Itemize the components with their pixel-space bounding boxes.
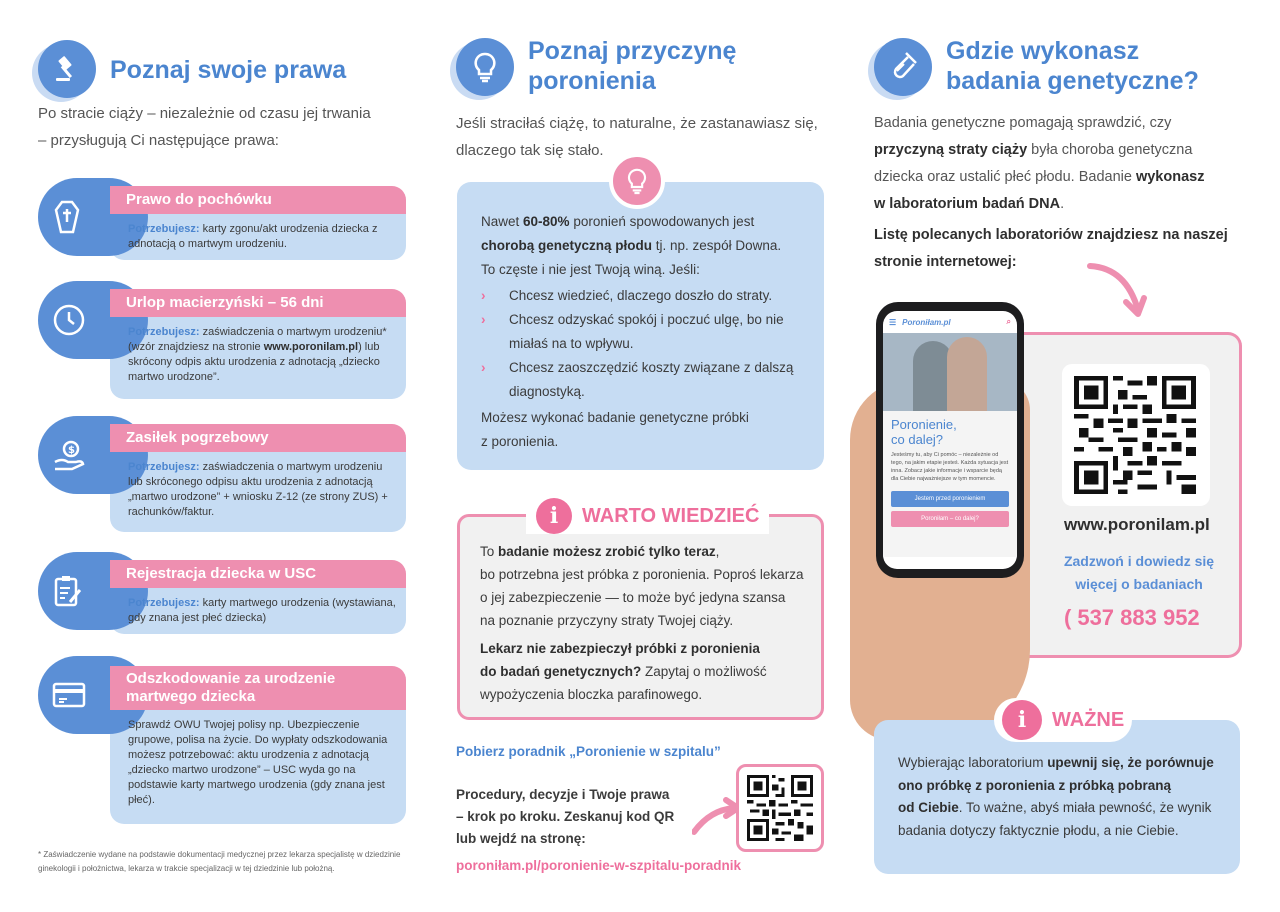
right-text: Potrzebujesz: karty zgonu/akt urodzenia dziecka z adnotacją o martwym urodzeniu. [128,223,378,250]
right-text: Potrzebujesz: karty martwego urodzenia (wystawiana, gdy znana jest płeć dziecka) [128,597,396,624]
guide-link[interactable]: poroniłam.pl/poronienie-w-szpitalu-poradnik [456,858,742,873]
chevron-right-icon: › [481,288,486,303]
phone-mockup [876,302,1024,578]
phone-number[interactable]: ( 537 883 952 [1064,605,1200,630]
chevron-right-icon: › [481,312,486,327]
svg-text:$: $ [68,445,75,456]
important-text: Wybierając laboratorium upewnij się, że porównuje ono próbkę z poronienia z próbką pobraną od Ciebie. To ważne, abyś miała pewność, że wynik badania dotyczy faktycznie płodu, a nie Ciebie. [898,755,1214,838]
search-icon: ⌕ [1006,317,1011,326]
right-text: Potrzebujesz: zaświadczenia o martwym urodzeniu* (wzór znajdziesz na stronie www.poronilam.pl) lub skrócony odpis aktu urodzenia z adnotacją „dziecko martwo urodzone”. [128,326,387,383]
screen-button-after[interactable]: Poroniłam – co dalej? [891,511,1009,527]
call-text: Zadzwoń i dowiedz się więcej o badaniach [1063,553,1215,592]
column-where [850,0,1280,912]
phone-screen: ☰ Poroniłam.pl ⌕ Poronienie, co dalej? Jesteśmy tu, aby Ci pomóc – niezależnie od tego, na jakim etapie jesteś. Każda sytuacja jest inna. Zobacz jakie informacje i wsparcie będą dla Ciebie najważniejsze w tym momencie. Jestem przed poronieniem Poroniłam – co dalej? [883,311,1017,569]
column-cause: Poznaj przyczynę poronienia Jeśli straciłaś ciążę, to naturalne, że zastanawiasz się, dlaczego tak się stało. Nawet 60-80% poronień spowodowanych jest chorobą genetyczną płodu tj. np. zespół Downa. To częste i nie jest Twoją winą. Jeśli: › Chcesz wiedzieć, dlaczego doszło do straty. › Chcesz odzyskać spokój i poczuć ulgę, bo nie miałaś na to wpływu. › Chcesz zaoszczędzić koszty związane z dalszą diagnostyką. Możesz wykonać badanie genetyczne próbki z poronienia. i WARTO WIEDZIEĆ To badanie możesz zrobić tylko teraz, bo potrzebna jest próbka z poronienia. Poproś lekarza o jej zabezpieczenie — to może być jedyna szansa na poznanie przyczyny straty Twojej ciąży. Lekarz nie zabezpieczył próbki z poronienia do badań genetycznych? Zapytaj o możliwość wypożyczenia bloczka parafinowego. Pobierz poradnik „Poronienie w szpitalu” Procedury, decyzje i Twoje prawa – krok po kroku. Zeskanuj kod QR lub wejdź na stronę: poroniłam.pl/poronienie-w-szpitalu-poradnik [430,0,850,912]
phone-icon: ( [1064,605,1072,630]
info-box: Nawet 60-80% poronień spowodowanych jest chorobą genetyczną płodu tj. np. zespół Downa. To częste i nie jest Twoją winą. Jeśli: › Chcesz wiedzieć, dlaczego doszło do straty. › Chcesz odzyskać spokój i poczuć ulgę, bo nie miałaś na to wpływu. › Chcesz zaoszczędzić koszty związane z dalszą diagnostyką. Możesz wykonać badanie genetyczne próbki z poronienia. [457,182,824,470]
info-icon: i [536,498,572,534]
list-item: › Chcesz odzyskać spokój i poczuć ulgę, bo nie miałaś na to wpływu. [481,308,804,356]
intro-text: Po stracie ciąży – niezależnie od czasu jej trwania – przysługują Ci następujące prawa: [38,105,371,149]
menu-icon: ☰ [889,317,897,327]
right-title: Odszkodowanie za urodzenie martwego dziecka [110,666,406,710]
gavel-icon [38,40,96,98]
intro-text: Badania genetyczne pomagają sprawdzić, czy przyczyną straty ciąży była choroba genetyczna dziecka oraz ustalić płeć płodu. Badanie wykonasz w laboratorium badań DNA. [874,115,1205,212]
reasons-list [481,284,804,404]
info-icon: i [1002,700,1042,740]
website-qr-code[interactable] [1062,364,1210,506]
right-text: Sprawdź OWU Twojej polisy np. Ubezpieczenie grupowe, polisa na życie. Do wypłaty odszkodowania możesz potrzebować: aktu urodzenia z adnotacją „dziecko martwo urodzone” – USC wyda go na podstawie karty martwego urodzenia (gdy znana jest płeć). [128,719,388,806]
column-rights [0,0,430,912]
list-item: › Chcesz wiedzieć, dlaczego doszło do straty. [481,284,804,308]
lightbulb-icon [456,38,514,96]
right-title: Zasiłek pogrzebowy [110,424,406,452]
test-tube-icon [874,38,932,96]
right-card-maternity [38,281,406,399]
list-item: › Chcesz zaoszczędzić koszty związane z dalszą diagnostyką. [481,356,804,404]
right-card-burial [38,178,406,260]
right-title: Prawo do pochówku [110,186,406,214]
right-card-funeral-allowance [38,416,406,532]
section-title: Gdzie wykonasz badania genetyczne? [946,37,1199,95]
right-card-registration [38,552,406,634]
right-text: Potrzebujesz: zaświadczenia o martwym urodzeniu lub skróconego odpisu aktu urodzenia z adnotacją „martwo urodzone” + wniosku Z-12 (ze strony ZUS) + rachunków/faktur. [128,461,388,518]
guide-title: Pobierz poradnik „Poronienie w szpitalu” [456,744,721,759]
arrow-icon [1086,262,1148,320]
right-card-compensation [38,656,406,824]
labs-list-label: Listę polecanych laboratoriów znajdziesz na naszej stronie internetowej: [874,227,1228,270]
lightbulb-icon [609,153,665,209]
guide-text: Procedury, decyzje i Twoje prawa – krok po kroku. Zeskanuj kod QR lub wejdź na stronę: [456,787,675,846]
right-title: Urlop macierzyński – 56 dni [110,289,406,317]
photo-image [883,333,1017,411]
important-header: i WAŻNE [994,698,1132,742]
website-url[interactable]: www.poronilam.pl [1064,515,1210,534]
intro-text: Jeśli straciłaś ciążę, to naturalne, że zastanawiasz się, dlaczego tak się stało. [456,115,818,159]
guide-qr-code[interactable] [736,764,824,852]
screen-button-before[interactable]: Jestem przed poronieniem [891,491,1009,507]
page-title: Poznaj swoje prawa [110,56,347,84]
section-title: Poznaj przyczynę poronienia [528,37,737,95]
footnote: * Zaświadczenie wydane na podstawie dokumentacji medycznej przez lekarza specjalistę w dziedzinie ginekologii i położnictwa, lekarza w trakcie specjalizacji w tej dziedzinie lub położną. [38,850,401,873]
good-to-know-header: i WARTO WIEDZIEĆ [526,498,769,534]
right-title: Rejestracja dziecka w USC [110,560,406,588]
chevron-right-icon: › [481,360,486,375]
arrow-icon [692,796,742,836]
good-to-know-text: To badanie możesz zrobić tylko teraz, bo potrzebna jest próbka z poronienia. Poproś lekarza o jej zabezpieczenie — to może być jedyna szansa na poznanie przyczyny straty Twojej ciąży. [480,544,804,628]
